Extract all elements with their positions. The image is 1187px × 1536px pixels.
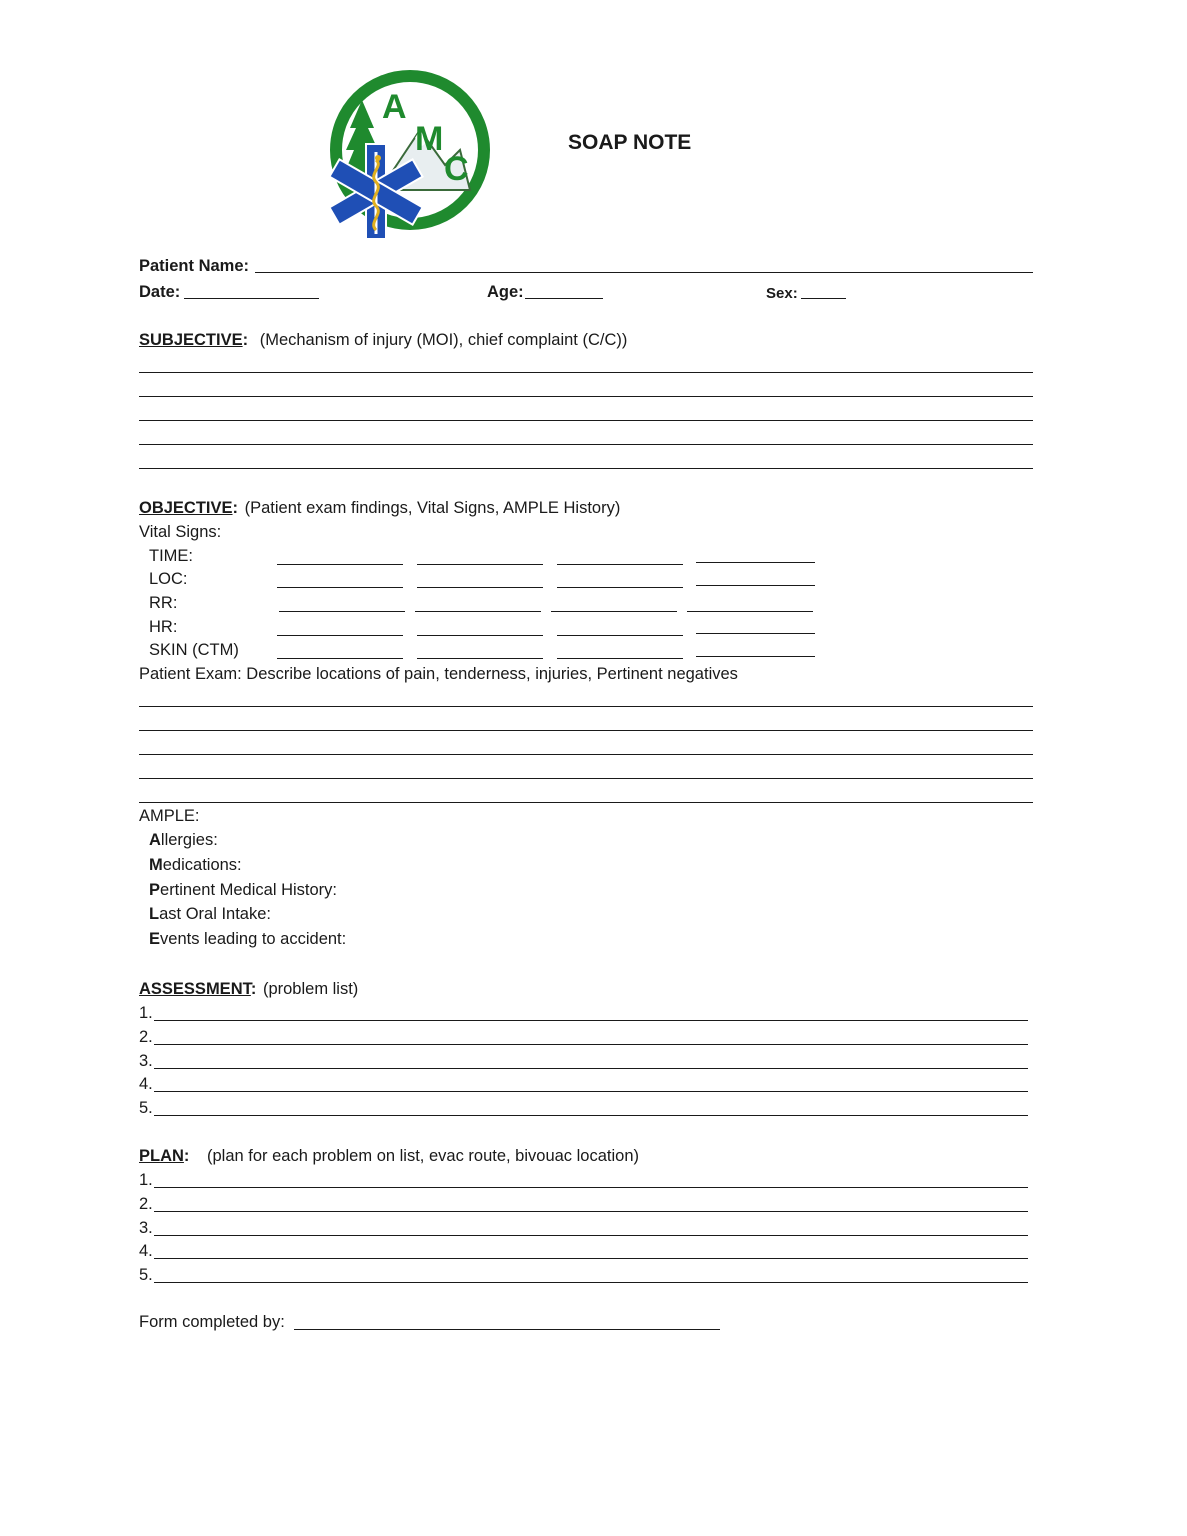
ample-initial: L xyxy=(149,905,160,923)
subjective-line-5[interactable] xyxy=(139,468,1033,469)
sex-field[interactable] xyxy=(801,298,846,299)
patient-exam-line-4[interactable] xyxy=(139,778,1033,779)
vital-label-rr: RR: xyxy=(149,594,178,612)
vital-time-field-1[interactable] xyxy=(277,564,403,565)
vital-rr-field-3[interactable] xyxy=(551,611,677,612)
vital-label-loc: LOC: xyxy=(149,570,188,588)
vital-loc-field-2[interactable] xyxy=(417,587,543,588)
vital-time-field-4[interactable] xyxy=(696,562,815,563)
ample-label: AMPLE: xyxy=(139,807,200,825)
plan-line-4[interactable] xyxy=(154,1258,1028,1259)
ample-text: ast Oral Intake: xyxy=(159,905,271,923)
date-field[interactable] xyxy=(184,298,319,299)
logo-letter-c: C xyxy=(444,150,469,188)
logo-letter-m: M xyxy=(415,120,444,158)
assessment-number-3: 3. xyxy=(139,1052,153,1070)
assessment-number-5: 5. xyxy=(139,1099,153,1117)
logo-letter-a: A xyxy=(382,88,407,126)
assessment-number-4: 4. xyxy=(139,1075,153,1093)
objective-hint: (Patient exam findings, Vital Signs, AMPLE History) xyxy=(244,499,621,517)
plan-line-2[interactable] xyxy=(154,1211,1028,1212)
vital-loc-field-4[interactable] xyxy=(696,585,815,586)
ample-events xyxy=(149,931,346,948)
subjective-line-3[interactable] xyxy=(139,420,1033,421)
vital-label-skin: SKIN (CTM) xyxy=(149,641,239,659)
subjective-hint: (Mechanism of injury (MOI), chief complaint (C/C)) xyxy=(259,331,628,349)
amc-star-of-life-icon xyxy=(320,70,492,238)
assessment-header xyxy=(139,981,358,998)
sex-label: Sex: xyxy=(766,285,798,302)
vital-loc-field-3[interactable] xyxy=(557,587,683,588)
completed-by-label: Form completed by: xyxy=(139,1313,285,1331)
vital-rr-field-4[interactable] xyxy=(687,611,813,612)
vital-rr-field-2[interactable] xyxy=(415,611,541,612)
vital-time-field-3[interactable] xyxy=(557,564,683,565)
ample-text: llergies: xyxy=(160,831,218,849)
plan-number-5: 5. xyxy=(139,1266,153,1284)
ample-medications xyxy=(149,857,242,874)
assessment-hint: (problem list) xyxy=(262,980,359,998)
ample-last-oral-intake xyxy=(149,906,271,923)
page-title: SOAP NOTE xyxy=(568,131,692,154)
plan-number-4: 4. xyxy=(139,1242,153,1260)
objective-colon: : xyxy=(232,499,239,517)
assessment-line-3[interactable] xyxy=(154,1068,1028,1069)
vital-label-hr: HR: xyxy=(149,618,178,636)
subjective-line-4[interactable] xyxy=(139,444,1033,445)
plan-colon: : xyxy=(183,1147,190,1165)
plan-line-1[interactable] xyxy=(154,1187,1028,1188)
plan-number-3: 3. xyxy=(139,1219,153,1237)
patient-exam-line-5[interactable] xyxy=(139,802,1033,803)
plan-number-2: 2. xyxy=(139,1195,153,1213)
ample-pertinent-history xyxy=(149,882,337,899)
vital-hr-field-2[interactable] xyxy=(417,635,543,636)
plan-number-1: 1. xyxy=(139,1171,153,1189)
assessment-number-1: 1. xyxy=(139,1004,153,1022)
age-field[interactable] xyxy=(525,298,603,299)
patient-name-field[interactable] xyxy=(255,272,1033,273)
vital-skin-field-4[interactable] xyxy=(696,656,815,657)
patient-exam-label: Patient Exam: Describe locations of pain, tenderness, injuries, Pertinent negatives xyxy=(139,665,738,683)
objective-header xyxy=(139,500,620,517)
subjective-heading: SUBJECTIVE xyxy=(139,331,243,349)
vital-hr-field-4[interactable] xyxy=(696,633,815,634)
subjective-header xyxy=(139,332,627,349)
plan-heading: PLAN xyxy=(139,1147,184,1165)
assessment-heading: ASSESSMENT xyxy=(139,980,251,998)
assessment-number-2: 2. xyxy=(139,1028,153,1046)
patient-exam-line-3[interactable] xyxy=(139,754,1033,755)
vital-time-field-2[interactable] xyxy=(417,564,543,565)
vital-rr-field-1[interactable] xyxy=(279,611,405,612)
assessment-line-1[interactable] xyxy=(154,1020,1028,1021)
plan-hint: (plan for each problem on list, evac route, bivouac location) xyxy=(207,1147,639,1165)
ample-initial: E xyxy=(149,930,161,948)
ample-initial: M xyxy=(149,856,163,874)
assessment-line-5[interactable] xyxy=(154,1115,1028,1116)
ample-text: ertinent Medical History: xyxy=(160,881,337,899)
vital-skin-field-2[interactable] xyxy=(417,658,543,659)
vital-signs-label: Vital Signs: xyxy=(139,523,222,541)
ample-text: vents leading to accident: xyxy=(160,930,347,948)
age-label: Age: xyxy=(487,283,524,301)
patient-exam-line-2[interactable] xyxy=(139,730,1033,731)
assessment-line-2[interactable] xyxy=(154,1044,1028,1045)
completed-by-field[interactable] xyxy=(294,1329,720,1330)
assessment-line-4[interactable] xyxy=(154,1091,1028,1092)
date-label: Date: xyxy=(139,283,181,301)
objective-heading: OBJECTIVE xyxy=(139,499,233,517)
vital-hr-field-3[interactable] xyxy=(557,635,683,636)
patient-exam-line-1[interactable] xyxy=(139,706,1033,707)
ample-initial: P xyxy=(149,881,161,899)
vital-loc-field-1[interactable] xyxy=(277,587,403,588)
ample-text: edications: xyxy=(162,856,242,874)
plan-header xyxy=(139,1148,639,1165)
vital-skin-field-1[interactable] xyxy=(277,658,403,659)
patient-name-label: Patient Name: xyxy=(139,257,250,275)
subjective-colon: : xyxy=(242,331,249,349)
plan-line-3[interactable] xyxy=(154,1235,1028,1236)
ample-initial: A xyxy=(149,831,161,849)
vital-label-time: TIME: xyxy=(149,547,193,565)
subjective-line-1[interactable] xyxy=(139,372,1033,373)
vital-hr-field-1[interactable] xyxy=(277,635,403,636)
subjective-line-2[interactable] xyxy=(139,396,1033,397)
ample-allergies xyxy=(149,832,218,849)
assessment-colon: : xyxy=(250,980,257,998)
vital-skin-field-3[interactable] xyxy=(557,658,683,659)
plan-line-5[interactable] xyxy=(154,1282,1028,1283)
amc-logo xyxy=(320,70,492,238)
